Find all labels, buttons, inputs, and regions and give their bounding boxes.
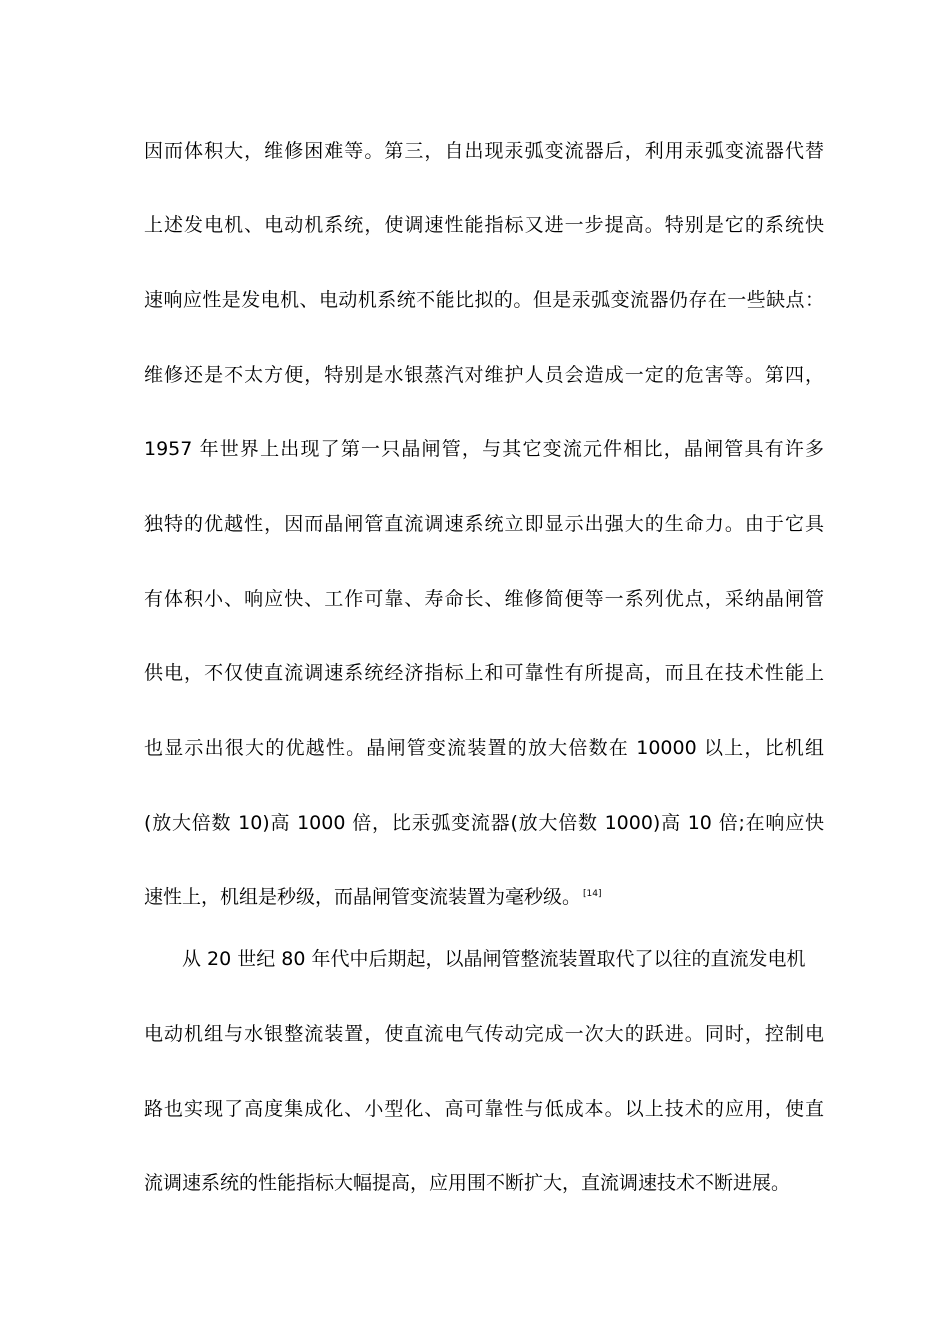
paragraph-line: 速响应性是发电机、电动机系统不能比拟的。但是汞弧变流器仍存在一些缺点： [144,289,824,311]
paragraph-line: (放大倍数 10)高 1000 倍，比汞弧变流器(放大倍数 1000)高 10 倍;在响应快 [144,812,824,834]
paragraph-line: 路也实现了高度集成化、小型化、高可靠性与低成本。以上技术的应用，使直 [144,1098,824,1120]
paragraph-line: 流调速系统的性能指标大幅提高，应用围不断扩大，直流调速技术不断进展。 [144,1172,791,1194]
paragraph-line: 1957 年世界上出现了第一只晶闸管，与其它变流元件相比，晶闸管具有许多 [144,438,824,460]
paragraph-line: 因而体积大，维修困难等。第三，自出现汞弧变流器后，利用汞弧变流器代替 [144,140,824,162]
paragraph-line: 电动机组与水银整流装置，使直流电气传动完成一次大的跃进。同时，控制电 [144,1023,824,1045]
paragraph-line: 也显示出很大的优越性。晶闸管变流装置的放大倍数在 10000 以上，比机组 [144,737,824,759]
paragraph-last-line [144,884,824,910]
paragraph-line-text: 速性上，机组是秒级，而晶闸管变流装置为毫秒级。 [144,886,582,908]
citation-marker: [14] [583,889,602,899]
paragraph-line: 独特的优越性，因而晶闸管直流调速系统立即显示出强大的生命力。由于它具 [144,513,824,535]
paragraph-line: 上述发电机、电动机系统，使调速性能指标又进一步提高。特别是它的系统快 [144,214,824,236]
paragraph-line: 有体积小、响应快、工作可靠、寿命长、维修简便等一系列优点，采纳晶闸管 [144,588,824,610]
paragraph-first-line: 从 20 世纪 80 年代中后期起，以晶闸管整流装置取代了以往的直流发电机 [182,948,806,970]
paragraph-line: 维修还是不太方便，特别是水银蒸汽对维护人员会造成一定的危害等。第四， [144,364,824,386]
paragraph-line: 供电，不仅使直流调速系统经济指标上和可靠性有所提高，而且在技术性能上 [144,662,824,684]
